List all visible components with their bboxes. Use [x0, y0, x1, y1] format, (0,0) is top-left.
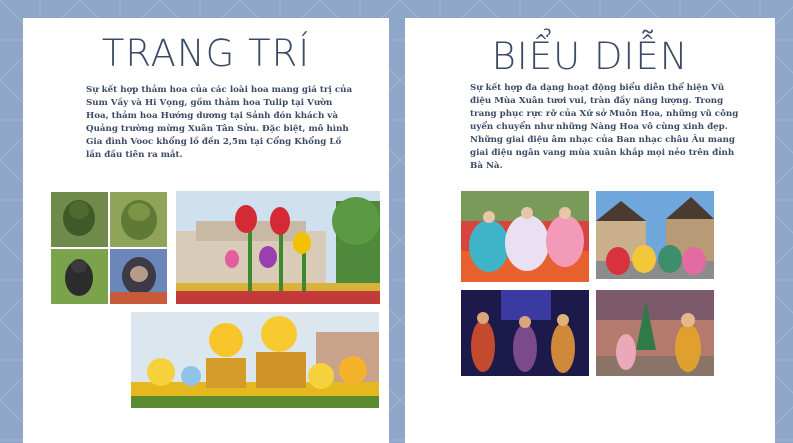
performance-description: Sự kết hợp đa dạng hoạt động biểu diễn thể hiện Vũ điệu Mùa Xuân tươi vui, tràn đầy năng lượng. Trong trang phục rực rỡ của Xứ sở Muôn Hoa, những vũ công uyển chuyển như những Nàng Hoa vô cùng xinh đẹp. Những giai điệu âm nhạc của Ban nhạc châu Âu mang giai điệu ngân vang mùa xuân khắp mọi nẻo trên đỉnh Bà Nà. [470, 83, 739, 171]
photo-stage-band [461, 290, 589, 376]
photo-sunflower-square [131, 312, 379, 408]
performance-panel [405, 18, 775, 443]
photo-gorilla-topiary [51, 192, 167, 304]
photo-tulip-garden [176, 191, 380, 304]
decoration-description: Sự kết hợp thảm hoa của các loài hoa mang giá trị của Sum Vầy và Hi Vọng, gồm thảm hoa Tulip tại Vườn Hoa, thảm hoa Hướng dương tại Sảnh đón khách và Quảng trường mừng Xuân Tân Sửu. Đặc biệt, mô hình Gia đình Vooc khổng lồ đến 2,5m tại Cổng Khổng Lồ lần đầu tiên ra mắt. [86, 85, 353, 160]
decoration-panel [23, 18, 389, 443]
photo-village-performance [596, 191, 714, 279]
section-title-decoration: TRANG TRÍ [101, 32, 311, 75]
photo-flower-dancers [461, 191, 589, 282]
section-title-performance: BIỂU DIỄN [491, 35, 689, 78]
photo-street-musicians [596, 290, 714, 376]
